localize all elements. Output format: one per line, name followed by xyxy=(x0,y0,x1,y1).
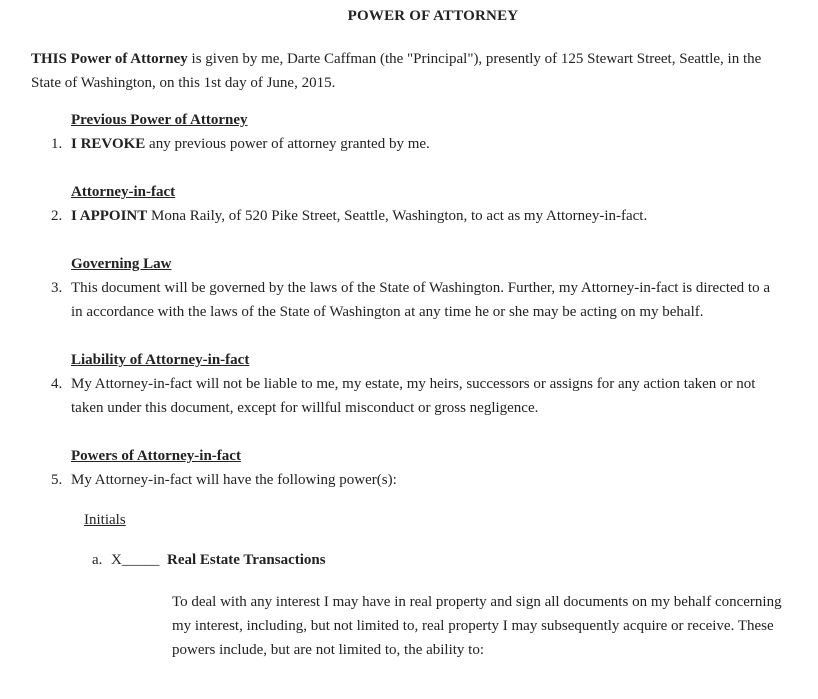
section-2-body xyxy=(71,204,647,228)
section-1-bold: I REVOKE xyxy=(71,136,146,152)
intro-paragraph xyxy=(31,47,818,95)
section-3-heading: Governing Law xyxy=(71,256,172,272)
section-2-bold: I APPOINT xyxy=(71,208,148,224)
section-3-number: 3. xyxy=(51,280,63,296)
document-title: POWER OF ATTORNEY xyxy=(347,8,519,24)
section-3-line-2: in accordance with the laws of the State of Washington at any time he or she may be acting on my behalf. xyxy=(71,304,704,320)
section-2-number: 2. xyxy=(51,208,63,224)
power-a-desc-line-3: powers include, but are not limited to, the ability to: xyxy=(172,642,485,658)
section-5-body xyxy=(71,468,397,492)
section-1-heading: Previous Power of Attorney xyxy=(71,112,248,128)
intro-line-1 xyxy=(31,47,818,71)
section-3-body xyxy=(71,276,770,324)
power-a-letter: a. xyxy=(92,552,103,568)
power-a-desc-line-1: To deal with any interest I may have in real property and sign all documents on my behalf concerning xyxy=(172,594,782,610)
section-4-line-1: My Attorney-in-fact will not be liable to me, my estate, my heirs, successors or assigns for any action taken or not xyxy=(71,376,756,392)
section-2-heading: Attorney-in-fact xyxy=(71,184,176,200)
section-2-line-1 xyxy=(71,204,647,228)
section-5-heading: Powers of Attorney-in-fact xyxy=(71,448,241,464)
power-a-title: Real Estate Transactions xyxy=(167,552,326,568)
section-1-line-1 xyxy=(71,132,430,156)
initials-label: Initials xyxy=(84,512,126,528)
power-a-desc-line-2: my interest, including, but not limited to, real property I may subsequently acquire or receive. These xyxy=(172,618,774,634)
power-a-initial-mark: X_____ xyxy=(111,552,160,568)
section-1-text: any previous power of attorney granted by me. xyxy=(145,136,430,152)
power-a-description xyxy=(172,590,782,662)
section-4-line-2: taken under this document, except for willful misconduct or gross negligence. xyxy=(71,400,539,416)
section-1-number: 1. xyxy=(51,136,63,152)
section-4-number: 4. xyxy=(51,376,63,392)
section-3-line-1: This document will be governed by the laws of the State of Washington. Further, my Attorney-in-fact is directed to a xyxy=(71,280,771,296)
intro-line-2: State of Washington, on this 1st day of June, 2015. xyxy=(31,75,336,91)
section-5-line-1: My Attorney-in-fact will have the following power(s): xyxy=(71,472,397,488)
section-5-number: 5. xyxy=(51,472,63,488)
section-4-body xyxy=(71,372,755,420)
section-2-text: Mona Raily, of 520 Pike Street, Seattle, Washington, to act as my Attorney-in-fact. xyxy=(147,208,648,224)
section-4-heading: Liability of Attorney-in-fact xyxy=(71,352,250,368)
section-1-body xyxy=(71,132,430,156)
intro-line-1-text: is given by me, Darte Caffman (the "Principal"), presently of 125 Stewart Street, Seattle, in the xyxy=(187,51,762,67)
intro-bold-lead: THIS Power of Attorney xyxy=(31,51,188,67)
